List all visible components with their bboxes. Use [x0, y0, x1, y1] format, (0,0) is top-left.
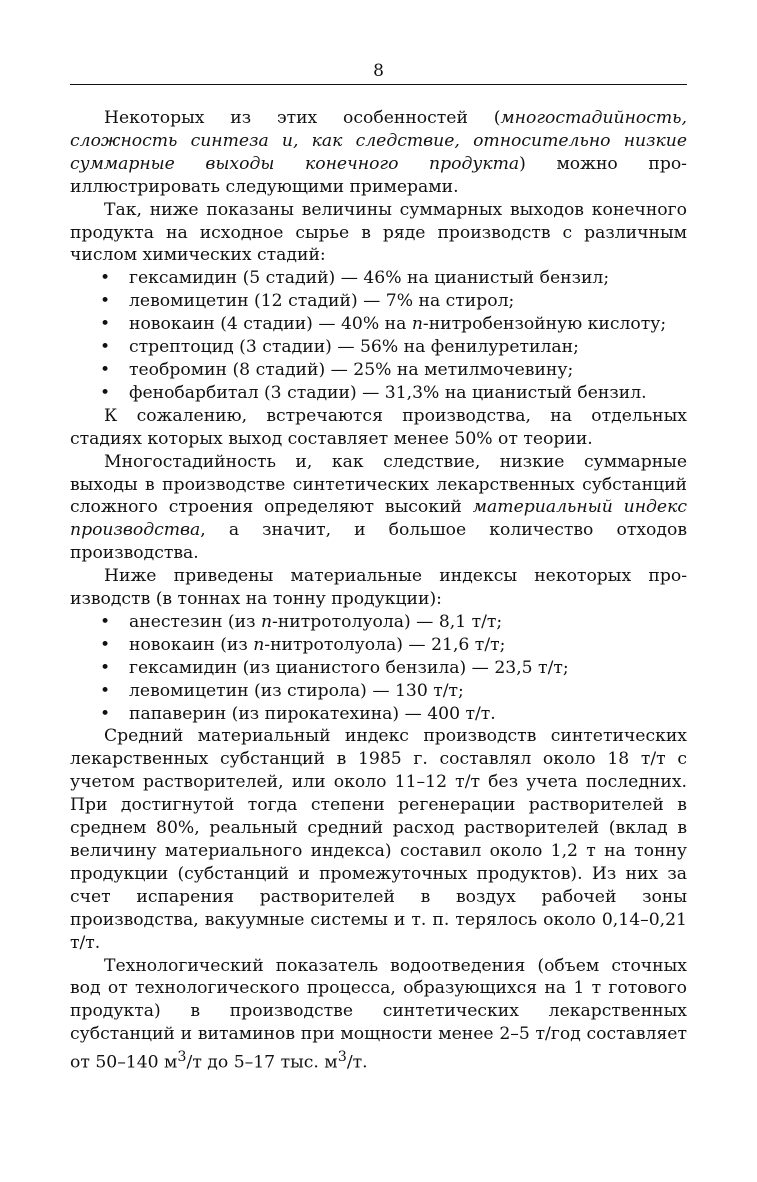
bullet-icon: • — [100, 291, 111, 312]
paragraph-7: Технологический показатель водоотведения (объем сточных вод от технологического процесса, образующихся на 1 т готового продукта) в производстве синтетических лекарственных субстанций и витаминов при мощности менее 2–5 т/год составляет от 50–140 $м^3/т$ до 5–17 тыс. $м^3/т$. — [70, 955, 687, 1073]
paragraph-3: К сожалению, встречаются производства, на отдельных стадиях которых выход составляет менее 50% от теории. — [70, 405, 687, 449]
list-item: • анестезин (из п-нитротолуола) — 8,1 т/т; — [100, 611, 503, 632]
paragraph-1: Некоторых из этих особенностей (многостадийность, сложность синтеза и, как следствие, относительно низкие суммарные выходы конечного продукта) можно проиллюстрировать следующими примерами. — [70, 108, 687, 197]
list-item: • левомицетин (из стирола) — 130 т/т; — [100, 680, 464, 701]
list-item: • гексамидин (из цианистого бензила) — 23,5 т/т; — [100, 657, 569, 678]
bullet-icon: • — [100, 337, 111, 358]
paragraph-5: Ниже приведены материальные индексы некоторых производств (в тоннах на тонну продукции): — [70, 566, 687, 610]
yield-list — [70, 267, 687, 404]
list-item: • теобромин (8 стадий) — 25% на метилмочевину; — [100, 359, 574, 380]
emphasis-features: многостадийность, сложность синтеза и, как следствие, относительно низкие суммарные выходы конечного продукта — [70, 108, 687, 174]
paragraph-6: Средний материальный индекс производств синтетических лекарственных субстанций в 1985 г. составлял около 18 т/т с учетом растворителей, или около 11–12 т/т без учета последних. При достигнутой тогда степени регенерации растворителей в среднем 80%, реальный средний расход растворителей (вклад в величину материального индекса) составил около 1,2 т на тонну продукции (субстанций и промежуточных продуктов). Из них за счет испарения растворителей в воздух рабочей зоны производства, вакуумные системы и т. п. терялось около 0,14–0,21 т/т. — [70, 726, 687, 953]
bullet-icon: • — [100, 680, 111, 701]
bullet-icon: • — [100, 634, 111, 655]
paragraph-4: Многостадийность и, как следствие, низкие суммарные выходы в производстве синтетических лекарственных субстанций сложного строения определяют высокий материальный индекс производства, а значит, и большое количество отходов производства. — [70, 451, 687, 564]
list-item: • фенобарбитал (3 стадии) — 31,3% на цианистый бензил. — [100, 382, 647, 403]
bullet-icon: • — [100, 611, 111, 632]
bullet-icon: • — [100, 703, 111, 724]
list-item: • стрептоцид (3 стадии) — 56% на фенилуретилан; — [100, 337, 579, 358]
list-item: • новокаин (4 стадии) — 40% на п-нитробензойную кислоту; — [100, 314, 667, 335]
page-body — [70, 107, 687, 1075]
bullet-icon: • — [100, 268, 111, 289]
book-page — [70, 60, 687, 1075]
paragraph-2: Так, ниже показаны величины суммарных выходов конечного продукта на исходное сырье в ряде производств с различным числом химических стадий: — [70, 199, 687, 266]
bullet-icon: • — [100, 382, 111, 403]
page-number: 8 — [373, 61, 384, 81]
bullet-icon: • — [100, 657, 111, 678]
list-item: • левомицетин (12 стадий) — 7% на стирол; — [100, 291, 515, 312]
header-rule — [70, 84, 687, 85]
bullet-icon: • — [100, 314, 111, 335]
list-item: • папаверин (из пирокатехина) — 400 т/т. — [100, 703, 496, 724]
list-item: • новокаин (из п-нитротолуола) — 21,6 т/т; — [100, 634, 506, 655]
emphasis-material-index: материальный индекс производства — [70, 497, 687, 541]
material-index-list — [70, 611, 687, 726]
list-item: • гексамидин (5 стадий) — 46% на цианистый бензил; — [100, 268, 610, 289]
bullet-icon: • — [100, 359, 111, 380]
